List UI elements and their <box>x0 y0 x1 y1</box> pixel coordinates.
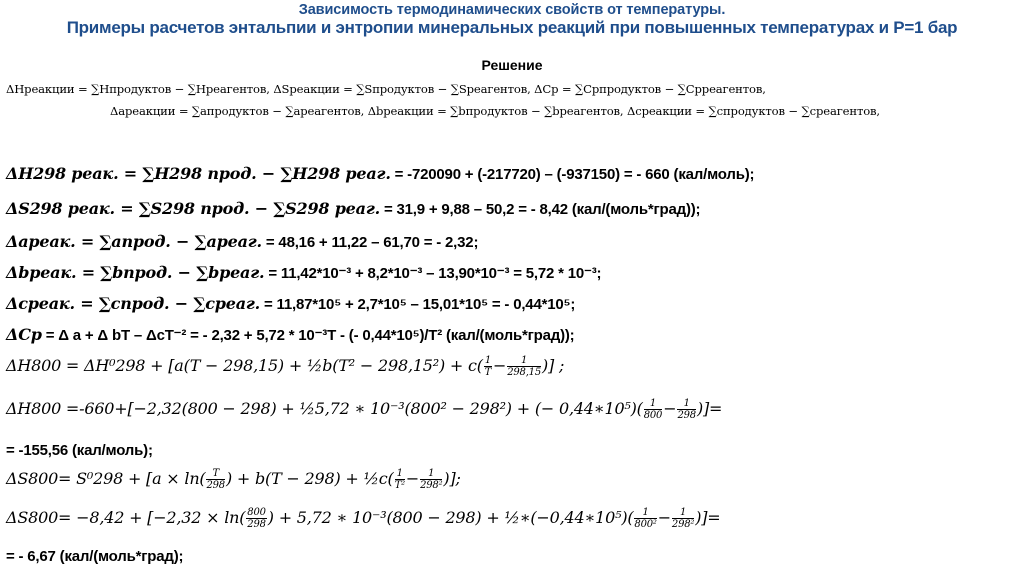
fraction-denominator: T² <box>394 480 405 491</box>
h800-result <box>6 440 153 459</box>
fraction-numerator: 1 <box>644 398 663 410</box>
fraction-numerator: 1 <box>677 398 696 410</box>
slide-title: Зависимость термодинамических свойств от температуры. <box>298 2 726 18</box>
fraction-denominator: 298,15 <box>507 367 542 378</box>
fraction-numerator: 1 <box>420 468 442 480</box>
h298-expression: ΔH298 реак. = ∑H298 прод. − ∑H298 реаг. <box>6 164 391 183</box>
s800-result <box>6 546 183 565</box>
definitions-line-1: ΔHреакции = ∑Hпродуктов − ∑Hреагентов, ΔSреакции = ∑Sпродуктов − ∑Sреагентов, ΔCp = ∑Cpпродуктов − ∑Cpреагентов, <box>6 82 766 96</box>
fraction-denominator: 298 <box>247 519 266 530</box>
s800-numeric-middle: ) + 5,72 ∗ 10⁻³(800 − 298) + ½∗(−0,44∗10⁵)( <box>267 508 634 527</box>
h800-result-value: = -155,56 (кал/моль); <box>6 442 153 459</box>
delta-b-equation <box>6 263 601 282</box>
fraction <box>634 507 656 530</box>
delta-c-value: = 11,87*10⁵ + 2,7*10⁵ – 15,01*10⁵ = - 0,44*10⁵; <box>260 296 576 313</box>
h800-general-end: )] ; <box>542 356 565 375</box>
delta-b-expression: Δbреак. = ∑bпрод. − ∑bреаг. <box>6 263 265 282</box>
fraction-denominator: 298 <box>677 410 696 421</box>
fraction <box>246 507 267 530</box>
fraction-denominator: 298² <box>671 519 695 530</box>
h298-equation <box>6 164 754 183</box>
h800-general-formula: ΔH800 = ΔH⁰298 + [a(T − 298,15) + ½b(T² − 298,15²) + c( <box>6 356 483 375</box>
fraction-denominator: 800² <box>634 519 657 530</box>
definitions-line-2: Δaреакции = ∑aпродуктов − ∑aреагентов, Δbреакции = ∑bпродуктов − ∑bреагентов, Δcреакции = ∑cпродуктов − ∑cреагентов, <box>110 104 880 118</box>
fraction-denominator: T <box>484 367 492 378</box>
h800-general-equation: ΔH800 = ΔH⁰298 + [a(T − 298,15) + ½b(T² − 298,15²) + c( $\frac{1}{T}$ − $\frac{1}{298,15}$ )] ; <box>6 355 565 378</box>
slide-subtitle: Примеры расчетов энтальпии и энтропии минеральных реакций при повышенных температурах и Р=1 бар <box>66 18 958 37</box>
s800-general-equation: ΔS800= S⁰298 + [a × ln( $\frac{T}{298}$ ) + b(T − 298) + ½c( $\frac{1}{\text{T²}}$ − $\frac{1}{\text{298²}}$ )]; <box>6 468 461 491</box>
delta-a-value: = 48,16 + 11,22 – 61,70 = - 2,32; <box>261 234 479 251</box>
delta-a-expression: Δaреак. = ∑aпрод. − ∑aреаг. <box>6 232 262 251</box>
fraction-denominator: 800 <box>643 410 663 421</box>
fraction <box>484 355 492 378</box>
fraction-denominator: 298² <box>420 480 443 491</box>
fraction <box>644 398 663 421</box>
s298-value: = 31,9 + 9,88 – 50,2 = - 8,42 (кал/(моль*град)); <box>380 201 701 218</box>
s800-numeric-formula: ΔS800= −8,42 + [−2,32 × ln( <box>6 508 246 527</box>
s298-expression: ΔS298 реак. = ∑S298 прод. − ∑S298 реаг. <box>6 199 380 218</box>
fraction-numerator: 800 <box>247 507 266 518</box>
fraction <box>672 507 694 530</box>
delta-c-expression: Δcреак. = ∑cпрод. − ∑cреаг. <box>6 294 261 313</box>
fraction <box>420 468 442 491</box>
delta-b-value: = 11,42*10⁻³ + 8,2*10⁻³ – 13,90*10⁻³ = 5,72 * 10⁻³; <box>264 265 602 282</box>
fraction <box>206 468 225 491</box>
fraction-numerator: T <box>206 468 225 480</box>
delta-a-equation <box>6 232 478 251</box>
delta-cp-value: = Δ a + Δ bT – ΔcT⁻² = - 2,32 + 5,72 * 10⁻³T - (- 0,44*10⁵)/T² (кал/(моль*град)); <box>41 327 575 344</box>
section-label: Решение <box>481 57 543 73</box>
s800-general-middle: ) + b(T − 298) + ½c( <box>225 469 394 488</box>
h800-numeric-end: )]= <box>696 399 723 418</box>
fraction <box>507 355 541 378</box>
fraction-denominator: 298 <box>206 480 225 491</box>
s800-numeric-end: )]= <box>695 508 721 527</box>
fraction <box>395 468 405 491</box>
s298-equation <box>6 199 700 218</box>
fraction-numerator: 1 <box>507 355 541 367</box>
s800-general-formula: ΔS800= S⁰298 + [a × ln( <box>6 469 206 488</box>
fraction-numerator: 1 <box>672 507 694 519</box>
s800-result-value: = - 6,67 (кал/(моль*град); <box>6 548 184 565</box>
h800-numeric-equation: ΔH800 =-660+[−2,32(800 − 298) + ½5,72 ∗ 10⁻³(800² − 298²) + (− 0,44∗10⁵)( $\frac{1}{800}$ − $\frac{1}{298}$ )]= <box>6 398 723 421</box>
delta-cp-expression: ΔCp <box>6 325 42 344</box>
h800-numeric-formula: ΔH800 =-660+[−2,32(800 − 298) + ½5,72 ∗ 10⁻³(800² − 298²) + (− 0,44∗10⁵)( <box>6 399 643 418</box>
s800-numeric-equation: ΔS800= −8,42 + [−2,32 × ln( $\frac{800}{298}$ ) + 5,72 ∗ 10⁻³(800 − 298) + ½∗(−0,44∗10⁵)( $\frac{1}{\text{800²}}$ − $\frac{1}{\text{298²}}$ )]= <box>6 507 721 530</box>
fraction-numerator: 1 <box>484 355 491 366</box>
fraction-numerator: 1 <box>395 468 405 480</box>
s800-general-end: )]; <box>443 469 461 488</box>
fraction-numerator: 1 <box>634 507 656 519</box>
fraction <box>677 398 696 421</box>
h298-value: = -720090 + (-217720) – (-937150) = - 660 (кал/моль); <box>390 166 755 183</box>
delta-c-equation <box>6 294 575 313</box>
delta-cp-equation <box>6 325 574 344</box>
